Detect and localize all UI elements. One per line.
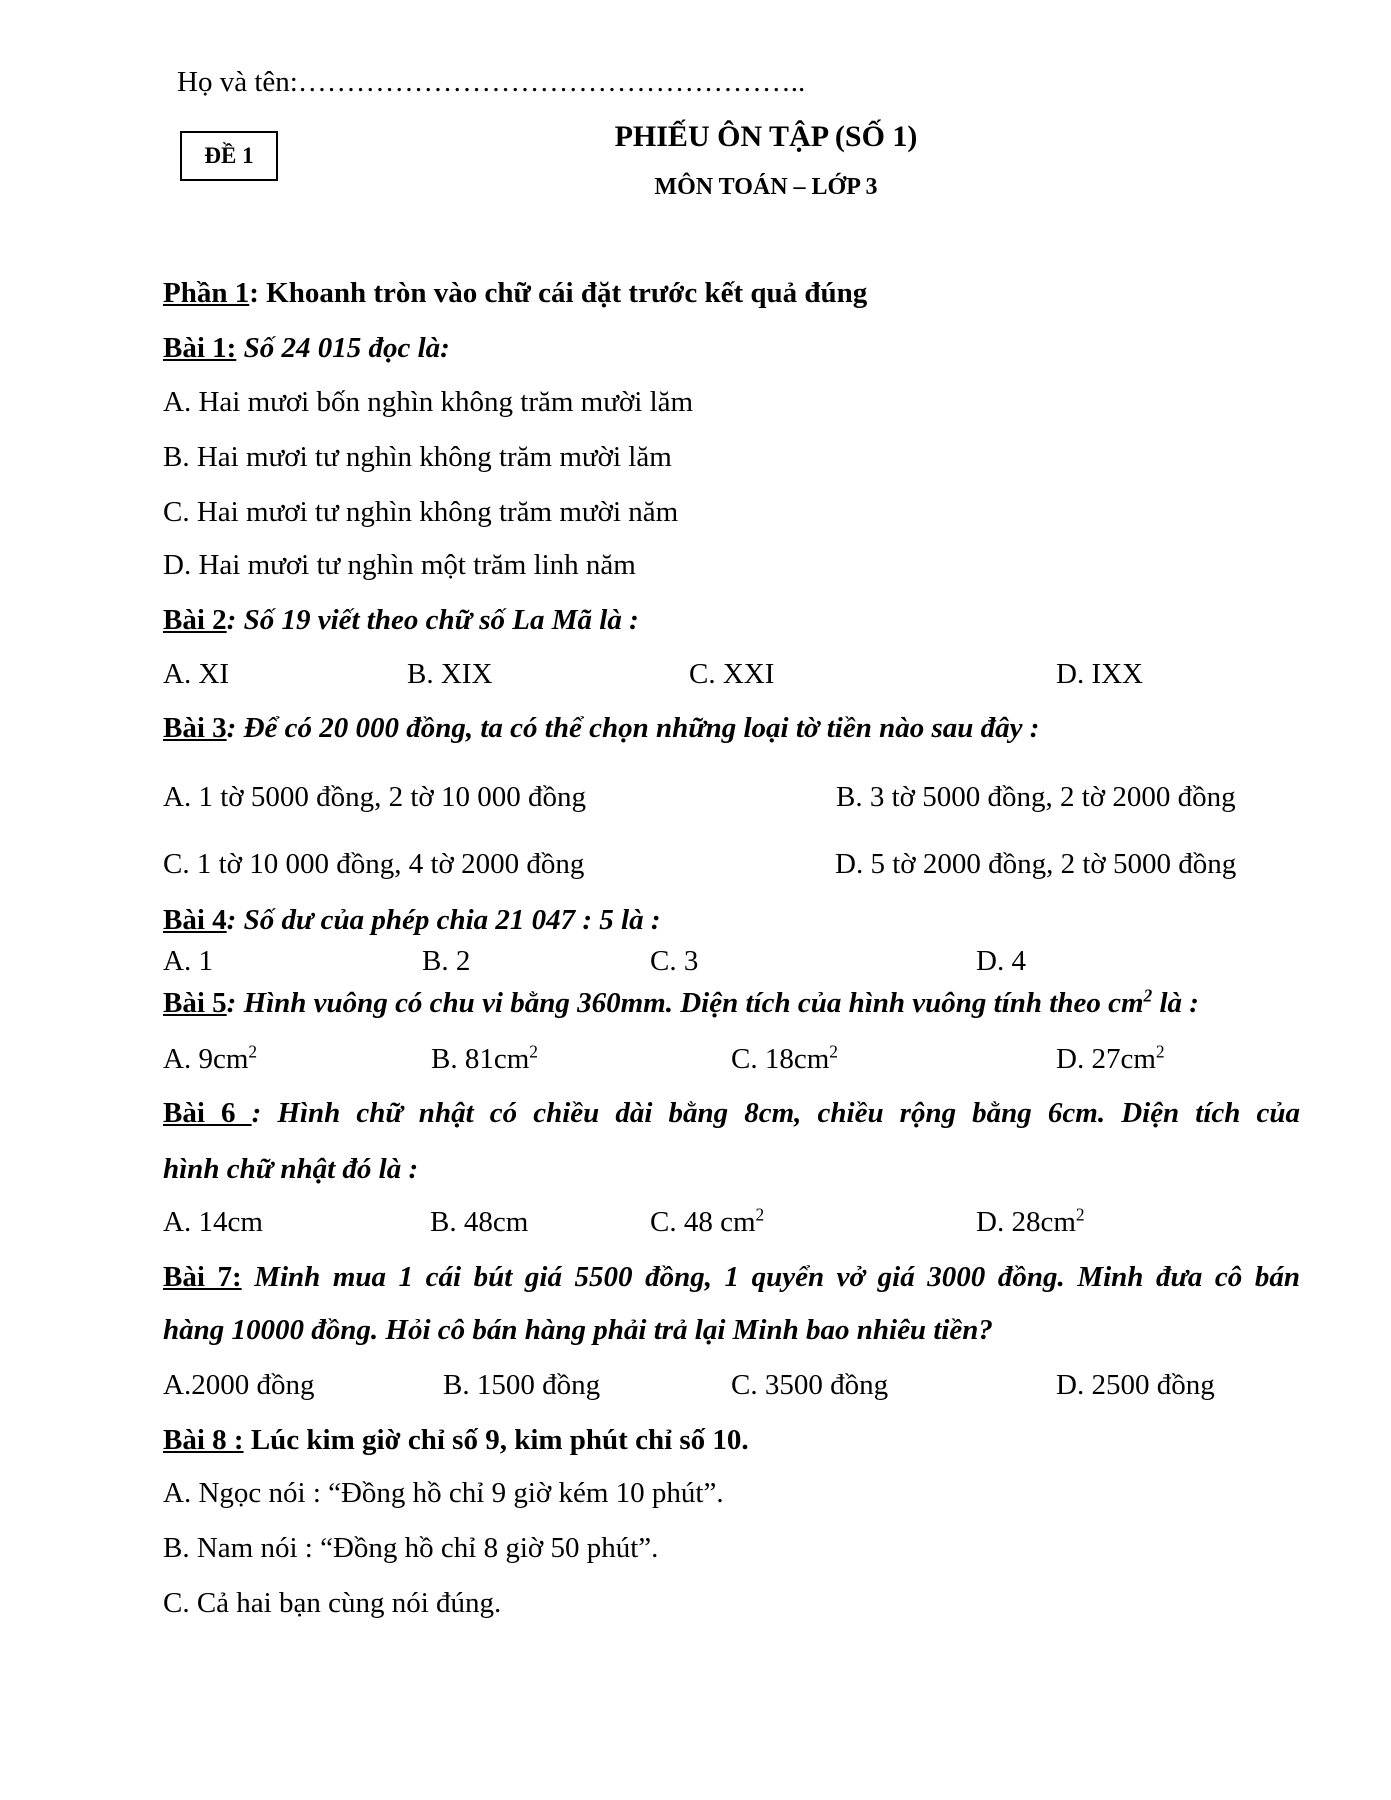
option[interactable]: A.2000 đồng — [163, 1369, 315, 1401]
option[interactable]: C. 3500 đồng — [731, 1369, 889, 1401]
option[interactable]: B. 3 tờ 5000 đồng, 2 tờ 2000 đồng — [836, 781, 1236, 813]
option-text: D. 28cm — [976, 1206, 1076, 1238]
option[interactable]: C. Cả hai bạn cùng nói đúng. — [163, 1587, 502, 1619]
option[interactable] — [650, 1204, 764, 1240]
question-5 — [163, 985, 1199, 1021]
superscript: 2 — [248, 1041, 258, 1062]
question-label: Bài 8 : — [163, 1424, 244, 1456]
question-6 — [163, 1095, 1300, 1131]
option[interactable]: D. 4 — [976, 945, 1026, 977]
option[interactable]: A. Hai mươi bốn nghìn không trăm mười lăm — [163, 386, 694, 418]
superscript: 2 — [755, 1204, 765, 1225]
option[interactable]: C. Hai mươi tư nghìn không trăm mười năm — [163, 496, 679, 528]
question-text: : Hình chữ nhật có chiều dài bằng 8cm, chiều rộng bằng 6cm. Diện tích của — [251, 1097, 1301, 1129]
option-text: C. 48 cm — [650, 1206, 756, 1238]
question-6-line-2: hình chữ nhật đó là : — [163, 1153, 419, 1185]
option[interactable]: B. 1500 đồng — [443, 1369, 601, 1401]
part-instruction: : Khoanh tròn vào chữ cái đặt trước kết quả đúng — [249, 277, 868, 309]
option[interactable]: C. XXI — [689, 658, 775, 690]
page-title: PHIẾU ÔN TẬP (SỐ 1) — [614, 120, 918, 153]
option-text: A. 14cm — [163, 1206, 263, 1238]
question-text: Số 24 015 đọc là: — [236, 332, 450, 364]
option[interactable]: C. 1 tờ 10 000 đồng, 4 tờ 2000 đồng — [163, 848, 585, 880]
superscript: 2 — [1075, 1204, 1085, 1225]
option[interactable]: C. 3 — [650, 945, 699, 977]
question-7 — [163, 1259, 1300, 1295]
option[interactable]: B. 2 — [422, 945, 471, 977]
option[interactable]: A. XI — [163, 658, 230, 690]
option[interactable] — [1056, 1041, 1165, 1077]
question-text: : Hình vuông có chu vi bằng 360mm. Diện tích của hình vuông tính theo cm — [226, 987, 1144, 1019]
question-1 — [163, 330, 450, 366]
superscript: 2 — [829, 1041, 838, 1062]
question-label: Bài 2 — [163, 604, 227, 636]
option[interactable]: D. Hai mươi tư nghìn một trăm linh năm — [163, 549, 636, 581]
option[interactable]: A. Ngọc nói : “Đồng hồ chỉ 9 giờ kém 10 phút”. — [163, 1477, 724, 1509]
page-subtitle: MÔN TOÁN – LỚP 3 — [654, 174, 878, 200]
name-field[interactable]: Họ và tên:…………………………………………….. — [177, 66, 806, 98]
option[interactable] — [163, 1204, 263, 1240]
superscript: 2 — [1155, 1041, 1165, 1062]
question-text: : Để có 20 000 đồng, ta có thể chọn những loại tờ tiền nào sau đây : — [226, 712, 1040, 744]
option[interactable] — [430, 1204, 528, 1240]
question-text: Lúc kim giờ chỉ số 9, kim phút chỉ số 10. — [243, 1424, 749, 1456]
option[interactable] — [731, 1041, 838, 1077]
question-text: Minh mua 1 cái bút giá 5500 đồng, 1 quyển vở giá 3000 đồng. Minh đưa cô bán — [241, 1261, 1300, 1293]
part1-heading — [163, 275, 867, 311]
option-text: B. 81cm — [431, 1043, 530, 1075]
option[interactable]: D. 2500 đồng — [1056, 1369, 1215, 1401]
option-text: B. 48cm — [430, 1206, 529, 1238]
question-label: Bài 6 — [163, 1097, 252, 1129]
option[interactable]: B. Nam nói : “Đồng hồ chỉ 8 giờ 50 phút”. — [163, 1532, 659, 1564]
option-text: D. 27cm — [1056, 1043, 1156, 1075]
question-7-line-2: hàng 10000 đồng. Hỏi cô bán hàng phải trả lại Minh bao nhiêu tiền? — [163, 1314, 993, 1346]
question-label: Bài 4 — [163, 904, 227, 936]
option[interactable] — [163, 1041, 257, 1077]
option[interactable]: A. 1 — [163, 945, 213, 977]
question-label: Bài 5 — [163, 987, 227, 1019]
exam-code: ĐỀ 1 — [204, 143, 254, 168]
option[interactable] — [431, 1041, 538, 1077]
question-text: : Số dư của phép chia 21 047 : 5 là : — [226, 904, 661, 936]
question-8 — [163, 1422, 749, 1458]
option[interactable]: B. Hai mươi tư nghìn không trăm mười lăm — [163, 441, 672, 473]
superscript: 2 — [1143, 985, 1153, 1006]
option[interactable]: D. 5 tờ 2000 đồng, 2 tờ 5000 đồng — [835, 848, 1237, 880]
option[interactable]: D. IXX — [1056, 658, 1143, 690]
option[interactable]: A. 1 tờ 5000 đồng, 2 tờ 10 000 đồng — [163, 781, 586, 813]
question-text: : Số 19 viết theo chữ số La Mã là : — [226, 604, 639, 636]
part-label: Phần 1 — [163, 277, 250, 309]
option-text: A. 9cm — [163, 1043, 249, 1075]
question-label: Bài 3 — [163, 712, 227, 744]
option-text: C. 18cm — [731, 1043, 830, 1075]
question-label: Bài 7: — [163, 1261, 242, 1293]
superscript: 2 — [529, 1041, 538, 1062]
question-2 — [163, 602, 639, 638]
question-text-end: là : — [1152, 987, 1199, 1019]
question-4 — [163, 902, 661, 938]
question-3 — [163, 710, 1039, 746]
option[interactable]: B. XIX — [407, 658, 493, 690]
option[interactable] — [976, 1204, 1085, 1240]
question-label: Bài 1: — [163, 332, 237, 364]
